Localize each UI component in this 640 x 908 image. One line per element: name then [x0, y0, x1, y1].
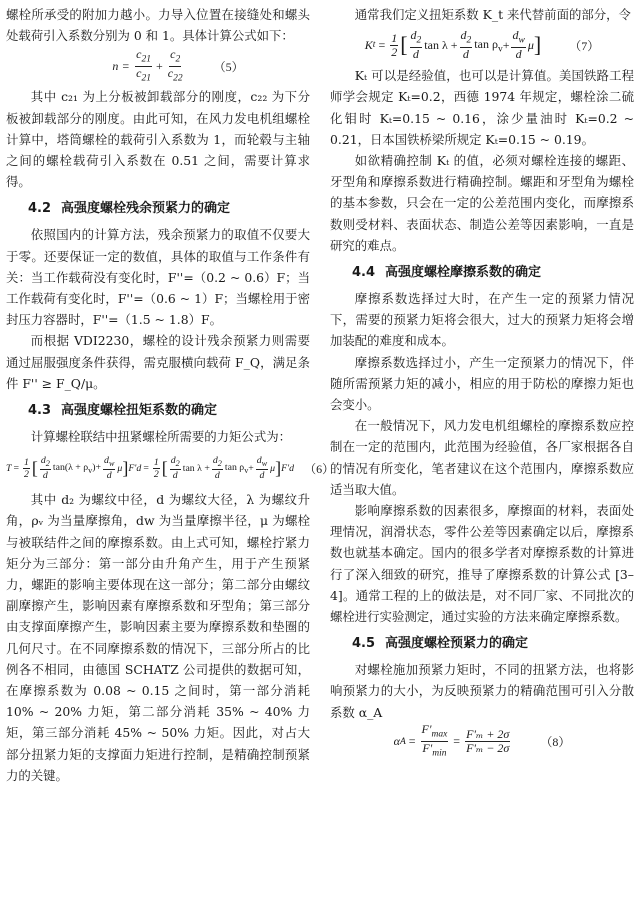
- para-4-4-d: 影响摩擦系数的因素很多，摩擦面的材料，表面处理情况，润滑状态，零件公差等因素确定以后，摩擦系数也就基本确定。国内的很多学者对摩擦系数的计算进行了深入细致的研究，推导了摩擦系数的计算公式 [3–4]。通常工程的上的做法是，对不同厂家、不同批次的螺栓进行实验测定，通过实验的方法来确定摩擦系数。: [330, 503, 634, 625]
- heading-4-3: 4.3 高强度螺栓扭矩系数的确定: [28, 403, 218, 419]
- left-column: [6, 0, 335, 786]
- heading-4-2: 4.2 高强度螺栓残余预紧力的确定: [28, 201, 231, 217]
- para-4-5-a: 对螺栓施加预紧力矩时，不同的扭紧方法，也将影响预紧力的大小，为反映预紧力的精确范围可引入分散系数 α_A: [330, 662, 634, 720]
- heading-4-4: 4.4 高强度螺栓摩擦系数的确定: [352, 265, 542, 281]
- equation-7: K t = $\frac{1}{2}$ [ $\frac{d_2}{d}$ tan λ + $\frac{d_2}{d}$ $\tan \rho_v$ + $\frac{d_w}{d}$ μ ] （7）: [364, 28, 600, 62]
- equation-8-number: （8）: [540, 735, 571, 750]
- para-kt-definition: 通常我们定义扭矩系数 K_t 来代替前面的部分，令: [354, 7, 631, 22]
- para-4-4-c: 在一般情况下，风力发电机组螺栓的摩擦系数应控制在一定的范围内，此范围为经验值，各厂家根据各自的情况有所变化，笔者建议在这个范围内，摩擦系数应适当取大值。: [330, 418, 634, 497]
- equation-5-number: （5）: [213, 59, 244, 74]
- para-4-3-b: 其中 d₂ 为螺纹中径，d 为螺纹大径，λ 为螺纹升角，ρᵥ 为当量摩擦角，dw 为当量摩擦半径，μ 为螺栓与被联结件之间的摩擦系数。由上式可知，螺栓拧紧力矩分为三部分：第一部分由升角产生，用于产生预紧力，螺距的影响主要体现在这一部分；第二部分由螺纹副摩擦产生，影响因素有摩擦系数和牙型角；第三部分由支撑面摩擦产生，影响因素主要为摩擦系数和垫圈的几何尺寸。在不同摩擦系数的情况下，三部分所占的比例各不相同，由德国 SCHATZ 公司提供的数据可知，在摩擦系数为 0.08 ~ 0.15 之间时，第一部分消耗 10% ~ 20% 力矩，第二部分消耗 35% ~ 40% 力矩，第三部分消耗 45% ~ 50% 力矩。因此，对占大部分扭紧力矩的支撑面力矩进行控制，是精确控制预紧力的关键。: [6, 492, 310, 783]
- para-kt-control: 如欲精确控制 Kₜ 的值，必须对螺栓连接的螺距、牙型角和摩擦系数进行精确控制。螺距和牙型角为螺栓的基本参数，只会在一定的公差范围内变化，而摩擦系数则受材料、表面状态、制造公差等因素影响，一直是研究的难点。: [330, 153, 634, 253]
- equation-6: T = $\frac{1}{2}$ [ $\frac{d_2}{d}$ $\tan(\lambda + \rho_v)+$ $\frac{d_w}{d}$ μ ] F'd = $\frac{1}{2}$ [ $\frac{d_2}{d}$ tan λ + $\frac{d_2}{d}$ $\tan \rho_v$ + $\frac{d_w}{d}$ μ ] F'd （6）: [6, 455, 335, 482]
- para-4-2-a: 依照国内的计算方法，残余预紧力的取值不仅要大于零。还要保证一定的数值，具体的取值与工作条件有关：当工作载荷没有变化时，F''=（0.2 ~ 0.6）F；当工作载荷有变化时，F''=（0.6 ~ 1）F；当螺栓用于密封压力容器时，F''=（1.5 ~ 1.8）F。: [6, 227, 310, 328]
- equation-6-number: （6）: [304, 461, 335, 476]
- equation-8: α A = $\frac{F'_{max}}{F'_{min}}$ = $\frac{\text{F'ₘ + 2σ}}{\text{F'ₘ − 2σ}}$ （8）: [393, 722, 571, 759]
- para-4-3-a: 计算螺栓联结中扭紧螺栓所需要的力矩公式为：: [30, 429, 291, 445]
- para-intro: 螺栓所承受的附加力越小。力导入位置在接缝处和螺头处载荷引入系数分别为 0 和 1。具体计算公式如下：: [6, 7, 310, 44]
- equation-5: n = $\frac{c_{21}}{c_{21}}$ + $\frac{c_2}{c_{22}}$ （5）: [112, 46, 244, 84]
- para-kt-values: Kₜ 可以是经验值，也可以是计算值。美国铁路工程师学会规定 Kₜ=0.2，西德 1974 年规定，螺栓涂二硫化钼时 Kₜ=0.15 ~ 0.16，涂少量油时 Kₜ=0.2 ~ 0.21，日本国铁桥梁所规定 Kₜ=0.15 ~ 0.19。: [330, 68, 634, 147]
- heading-4-5: 4.5 高强度螺栓预紧力的确定: [352, 636, 529, 652]
- eq5-frac-2: $\frac{c_2}{c_{22}}$: [167, 46, 183, 84]
- para-4-4-a: 摩擦系数选择过大时，在产生一定的预紧力情况下，需要的预紧力矩将会很大，过大的预紧力矩将会增加装配的难度和成本。: [330, 291, 634, 349]
- eq5-frac-1: $\frac{c_{21}}{c_{21}}$: [136, 46, 151, 84]
- para-4-4-b: 摩擦系数选择过小，产生一定预紧力的情况下，伴随所需预紧力矩的减小，相应的用于防松的摩擦力矩也会变小。: [330, 354, 634, 413]
- para-4-2-b: 而根据 VDI2230，螺栓的设计残余预紧力则需要通过屈服强度条件获得，需克服横向载荷 F_Q，满足条件 F'' ≥ F_Q/μ。: [6, 333, 310, 391]
- para-after-eq5: 其中 c₂₁ 为上分板被卸载部分的刚度，c₂₂ 为下分板被卸载部分的刚度。由此可知，在风力发电机组螺栓计算中，塔筒螺栓的载荷引入系数为 1，而轮毂与主轴之间的螺栓载荷引入系数在 0.51 之间，需要计算求得。: [6, 89, 310, 190]
- equation-7-number: （7）: [569, 38, 600, 53]
- right-column: [330, 0, 634, 761]
